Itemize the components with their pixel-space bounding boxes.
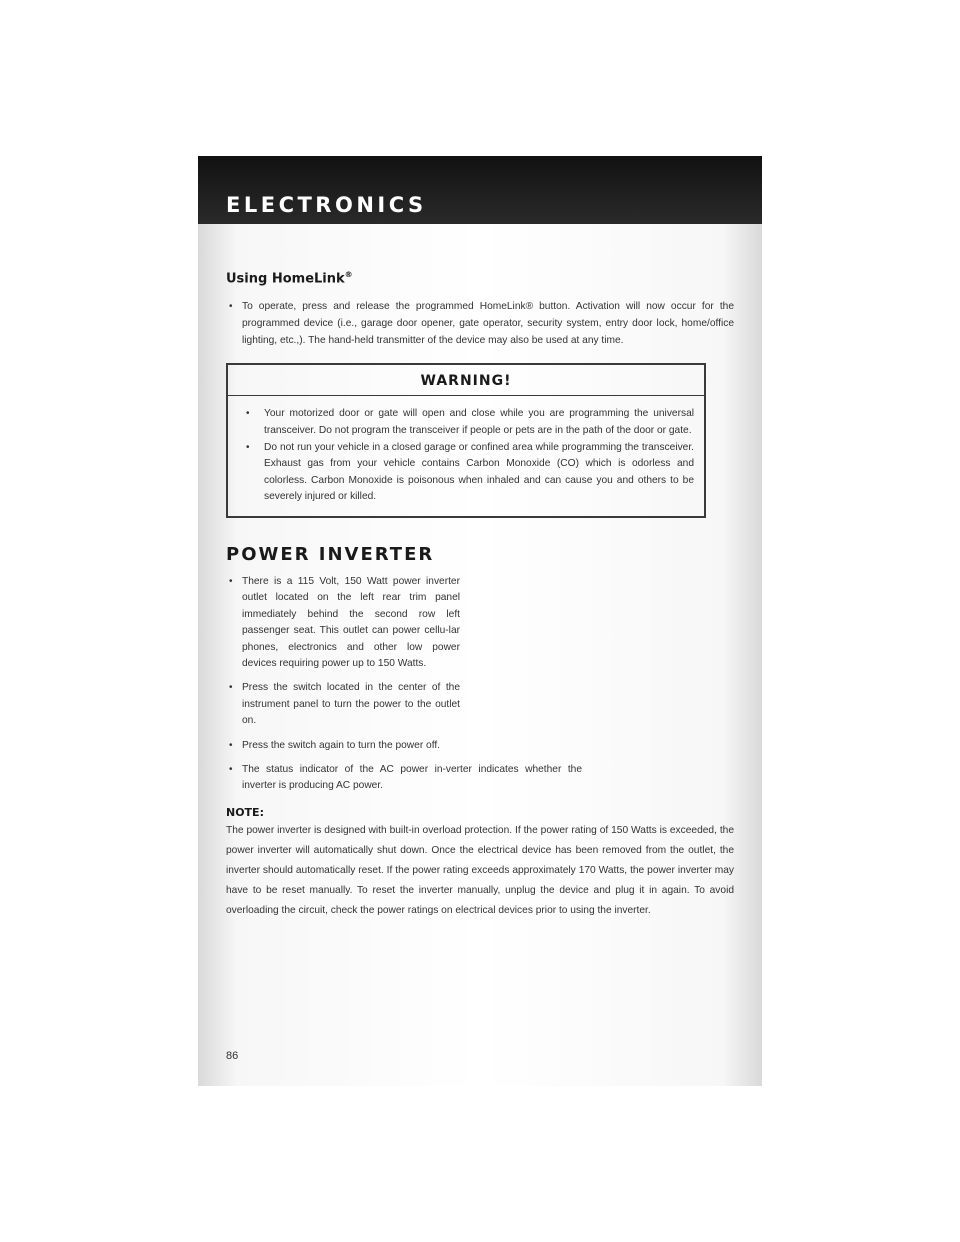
list-item-text: Press the switch again to turn the power off. [242, 739, 441, 751]
bullet-icon: • [229, 763, 233, 775]
power-inverter-list [226, 574, 734, 795]
warning-title: WARNING! [228, 365, 704, 396]
homelink-heading [226, 266, 734, 288]
section-header [198, 156, 762, 224]
list-item [226, 762, 582, 795]
bullet-icon: • [229, 301, 233, 313]
warning-body [228, 396, 704, 506]
page-content [226, 266, 734, 921]
list-item [226, 738, 582, 754]
homelink-bullet [226, 298, 734, 349]
bullet-icon: • [229, 682, 233, 694]
note-text: The power inverter is designed with built-in overload protection. If the power rating of 150 Watts is exceeded, the power inverter will automatically shut down. Once the electrical device has been removed from the outlet, the inverter should automatically reset. If the power rating exceeds approximately 170 Watts, the power inverter may have to be reset manually. To reset the inverter manually, unplug the device and plug it in again. To avoid overloading the circuit, check the power ratings on electrical devices prior to using the inverter. [226, 824, 734, 916]
warning-item [238, 440, 694, 506]
warning-box [226, 363, 706, 518]
page-number: 86 [226, 1050, 239, 1062]
bullet-icon: • [229, 739, 233, 751]
list-item-text: There is a 115 Volt, 150 Watt power inverter outlet located on the left rear trim panel immediately behind the second row left passenger seat. This outlet can power cellu-lar phones, electronics and other low power devices requiring power up to 150 Watts. [242, 575, 460, 669]
section-title: ELECTRONICS [226, 193, 427, 217]
power-inverter-heading: POWER INVERTER [226, 543, 435, 565]
bullet-icon: • [246, 408, 250, 420]
list-item [226, 574, 460, 672]
homelink-bullet-text: To operate, press and release the programmed HomeLink® button. Activation will now occur for the programmed device (i.e., garage door opener, gate operator, security system, entry door lock, home/office lighting, etc.,). The hand-held transmitter of the device may also be used at any time. [242, 301, 734, 347]
list-item-text: Press the switch located in the center of the instrument panel to turn the power to the outlet on. [242, 682, 460, 727]
warning-item-text: Your motorized door or gate will open and close while you are programming the universal transceiver. Do not program the transceiver if people or pets are in the path of the door or gate. [264, 408, 694, 436]
warning-item [238, 406, 694, 439]
warning-item-text: Do not run your vehicle in a closed garage or confined area while programming the transceiver. Exhaust gas from your vehicle contains Carbon Monoxide (CO) which is odorless and colorless. Carbon Monoxide is poisonous when inhaled and can cause you and others to be severely injured or killed. [264, 441, 694, 503]
bullet-icon: • [246, 441, 250, 453]
list-item-text: The status indicator of the AC power in-verter indicates whether the inverter is producing AC power. [242, 763, 582, 792]
homelink-heading-text: Using HomeLink [226, 271, 345, 287]
bullet-icon: • [229, 575, 233, 587]
list-item [226, 680, 460, 729]
registered-mark: ® [344, 270, 353, 279]
note-label: NOTE: [226, 805, 264, 819]
manual-page [198, 156, 762, 1086]
